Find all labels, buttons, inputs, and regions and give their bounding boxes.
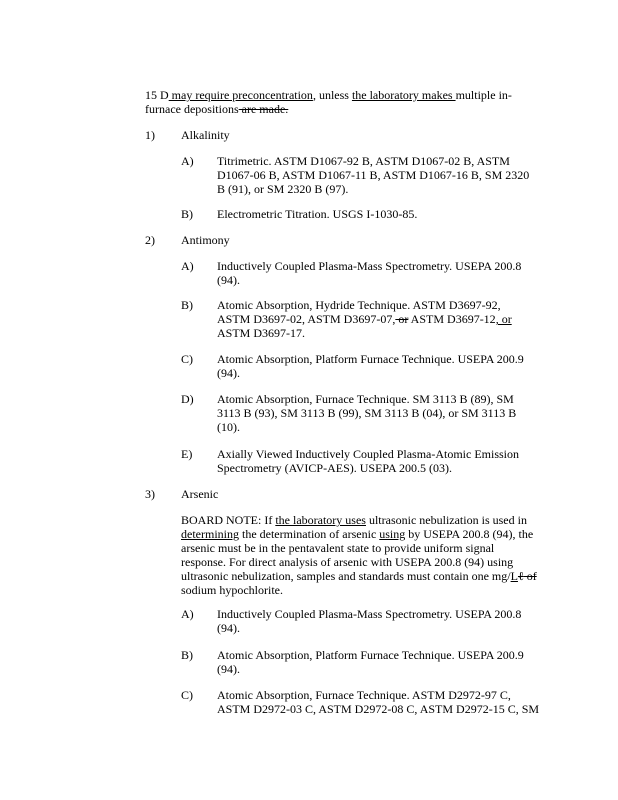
note-text: ultrasonic nebulization, samples and standards must contain one mg/ [181, 569, 511, 583]
note-line: sodium hypochlorite. [181, 583, 283, 597]
section-title-arsenic: Arsenic [181, 487, 219, 501]
item-letter: C) [181, 352, 193, 366]
item-letter: A) [181, 154, 194, 168]
item-letter: B) [181, 207, 193, 221]
deleted-text: of [523, 569, 537, 583]
section-number: 2) [145, 233, 155, 247]
item-text [217, 352, 552, 380]
item-text-segment: ASTM D3697-02, ASTM D3697-07, [217, 312, 396, 326]
inserted-text: the laboratory uses [275, 513, 366, 527]
note-text: ultrasonic nebulization is used in [365, 513, 527, 527]
item-line: 3113 B (93), SM 3113 B (99), SM 3113 B (04), or SM 3113 B [217, 406, 517, 420]
note-text: BOARD NOTE: If [181, 513, 276, 527]
item-letter: B) [181, 648, 193, 662]
intro-text-1: 15 D [145, 88, 169, 102]
item-line: Atomic Absorption, Platform Furnace Technique. USEPA 200.9 [217, 352, 524, 366]
item-line: Atomic Absorption, Furnace Technique. SM 3113 B (89), SM [217, 392, 514, 406]
item-line: Atomic Absorption, Furnace Technique. ASTM D2972-97 C, [217, 688, 511, 702]
item-text [217, 392, 552, 434]
section-title-antimony: Antimony [181, 233, 230, 247]
item-text [217, 298, 552, 340]
item-text [217, 259, 552, 287]
item-letter: D) [181, 392, 194, 406]
item-letter: A) [181, 607, 194, 621]
item-letter: C) [181, 688, 193, 702]
item-text [217, 607, 552, 635]
item-line: Axially Viewed Inductively Coupled Plasma-Atomic Emission [217, 447, 520, 461]
note-line [181, 513, 541, 527]
intro-line-1 [145, 88, 525, 102]
section-number: 1) [145, 128, 155, 142]
intro-inserted-text: may require preconcentration [168, 88, 313, 102]
item-line [217, 312, 552, 326]
item-line: (94). [217, 366, 240, 380]
intro-text-3: multiple in- [455, 88, 512, 102]
intro-line-2 [145, 102, 525, 116]
item-line: Inductively Coupled Plasma-Mass Spectrometry. USEPA 200.8 [217, 259, 522, 273]
item-line: (10). [217, 420, 240, 434]
item-line: Inductively Coupled Plasma-Mass Spectrometry. USEPA 200.8 [217, 607, 522, 621]
item-line: Atomic Absorption, Platform Furnace Technique. USEPA 200.9 [217, 648, 524, 662]
intro-deleted-text: are made. [238, 102, 289, 116]
item-line: Atomic Absorption, Hydride Technique. ASTM D3697-92, [217, 298, 501, 312]
item-text-segment: ASTM D3697-12 [408, 312, 496, 326]
item-text [217, 648, 552, 676]
board-note [181, 513, 541, 597]
item-line: ASTM D2972-03 C, ASTM D2972-08 C, ASTM D2972-15 C, SM [217, 702, 540, 716]
item-line: ASTM D3697-17. [217, 326, 306, 340]
note-line: arsenic must be in the pentavalent state to provide uniform signal [181, 541, 495, 555]
note-line [181, 527, 541, 541]
inserted-text: L [510, 569, 518, 583]
section-title-alkalinity: Alkalinity [181, 128, 230, 142]
item-text [217, 154, 552, 196]
item-text [217, 688, 552, 716]
deleted-text: ℓ [517, 569, 524, 583]
item-text [217, 207, 552, 221]
note-text: by USEPA 200.8 (94), the [405, 527, 534, 541]
item-letter: A) [181, 259, 194, 273]
item-letter: E) [181, 447, 193, 461]
inserted-text: using [379, 527, 406, 541]
section-number: 3) [145, 487, 155, 501]
note-text: the determination of arsenic [238, 527, 380, 541]
item-line: (94). [217, 621, 240, 635]
item-line: Spectrometry (AVICP-AES). USEPA 200.5 (03). [217, 461, 453, 475]
item-line: B (91), or SM 2320 B (97). [217, 182, 349, 196]
inserted-text: , or [495, 312, 512, 326]
item-line: (94). [217, 662, 240, 676]
item-line: (94). [217, 273, 240, 287]
note-line: response. For direct analysis of arsenic with USEPA 200.8 (94) using [181, 555, 514, 569]
inserted-text: determining [181, 527, 239, 541]
item-text [217, 447, 552, 475]
deleted-text: or [395, 312, 409, 326]
intro-text-4: furnace depositions [145, 102, 239, 116]
item-letter: B) [181, 298, 193, 312]
item-line: Electrometric Titration. USGS I-1030-85. [217, 207, 418, 221]
item-line: Titrimetric. ASTM D1067-92 B, ASTM D1067-02 B, ASTM [217, 154, 510, 168]
intro-paragraph [145, 88, 525, 116]
note-line [181, 569, 541, 583]
item-line: D1067-06 B, ASTM D1067-11 B, ASTM D1067-16 B, SM 2320 [217, 168, 530, 182]
intro-inserted-text-2: the laboratory makes [351, 88, 456, 102]
intro-text-2: , unless [312, 88, 352, 102]
